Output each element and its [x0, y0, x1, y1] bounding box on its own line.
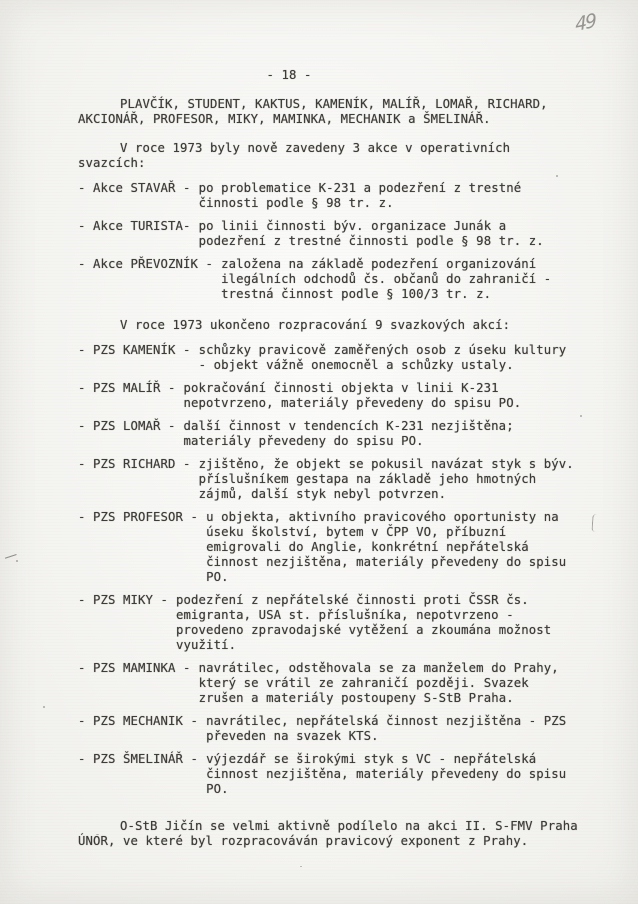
action-text: po problematice K-231 a podezření z trestné činnosti podle § 98 tr. z.: [198, 181, 522, 210]
scan-speck: [300, 866, 302, 867]
case-text: zjištěno, že objekt se pokusil navázat styk s býv. příslušníkem gestapa na základě jeho hmotných zájmů, další styk nebyl potvrzen.: [198, 457, 574, 501]
page-number: - 18 -: [266, 68, 312, 82]
closed-cases-list: [78, 343, 580, 797]
case-entry: [78, 343, 580, 373]
case-label: - PZS ŠMELINÁŘ -: [78, 752, 199, 766]
case-entry: [78, 381, 580, 411]
action-label: - Akce TURISTA-: [78, 219, 191, 233]
case-text: podezření z nepřátelské činnosti proti ČSSR čs. emigranta, USA st. příslušníka, nepotvrzeno - provedeno zpravodajské vytěžení a zkoumána možnost využití.: [176, 593, 552, 652]
case-label: - PZS MIKY -: [78, 593, 169, 607]
case-text: výjezdář se širokými styk s VC - nepřátelská činnost nezjištěna, materiály převedeny do spisu PO.: [206, 752, 567, 796]
case-label: - PZS MAMINKA -: [78, 661, 191, 675]
action-entry: [78, 219, 580, 249]
action-entry: [78, 257, 580, 302]
case-text: schůzky pravicově zaměřených osob z úseku kultury - objekt vážně onemocněl a schůzky ustaly.: [198, 343, 567, 372]
case-label: - PZS RICHARD -: [78, 457, 191, 471]
case-entry: [78, 714, 580, 744]
case-entry: [78, 661, 580, 706]
action-entry: [78, 181, 580, 211]
action-text: založena na základě podezření organizování ilegálních odchodů čs. občanů do zahraničí - trestná činnost podle § 100/3 tr. z.: [221, 257, 552, 301]
closed-actions-intro-paragraph: V roce 1973 ukončeno rozpracování 9 svazkových akcí:: [120, 318, 511, 332]
case-text: pokračování činnosti objekta v linii K-231 nepotvrzeno, materiály převedeny do spisu PO.: [183, 381, 522, 410]
case-text: další činnost v tendencích K-231 nezjištěna; materiály převedeny do spisu PO.: [183, 419, 514, 448]
cover-names-paragraph: PLAVČÍK, STUDENT, KAKTUS, KAMENÍK, MALÍŘ, LOMAŘ, RICHARD, AKCIONÁŘ, PROFESOR, MIKY, MAMINKA, MECHANIK a ŠMELINÁŘ.: [78, 97, 548, 126]
new-actions-list: [78, 181, 580, 302]
case-label: - PZS MALÍŘ -: [78, 381, 176, 395]
action-label: - Akce PŘEVOZNÍK -: [78, 257, 214, 271]
case-label: - PZS LOMAŘ -: [78, 419, 176, 433]
action-text: po linii činnosti býv. organizace Junák a podezření z trestné činnosti podle § 98 tr. z.: [198, 219, 544, 248]
case-entry: [78, 457, 580, 502]
case-entry: [78, 593, 580, 653]
action-label: - Akce STAVAŘ -: [78, 181, 191, 195]
case-label: - PZS KAMENÍK -: [78, 343, 191, 357]
case-text: u objekta, aktivního pravicového oportunisty na úseku školství, bytem v ČPP VO, příbuzní emigrovali do Anglie, konkrétní nepřátelská činnost nezjištěna, materiály převedeny do spisu PO.: [206, 510, 567, 584]
closing-paragraph: O-StB Jičín se velmi aktivně podílelo na akci II. S-FMV Praha ÚNOR, ve které byl rozpracováván pravicový exponent z Prahy.: [78, 819, 578, 848]
case-entry: [78, 419, 580, 449]
case-text: navrátilec, nepřátelská činnost nezjištěna - PZS převeden na svazek KTS.: [206, 714, 567, 743]
case-label: - PZS MECHANIK -: [78, 714, 199, 728]
new-actions-intro-paragraph: V roce 1973 byly nově zavedeny 3 akce v operativních svazcích:: [78, 141, 511, 170]
case-text: navrátilec, odstěhovala se za manželem do Prahy, který se vrátil ze zahraničí později. Svazek zrušen a materiály postoupeny S-StB Praha.: [198, 661, 559, 705]
case-entry: [78, 510, 580, 585]
handwritten-page-number: 49: [574, 9, 596, 37]
case-label: - PZS PROFESOR -: [78, 510, 199, 524]
case-entry: [78, 752, 580, 797]
